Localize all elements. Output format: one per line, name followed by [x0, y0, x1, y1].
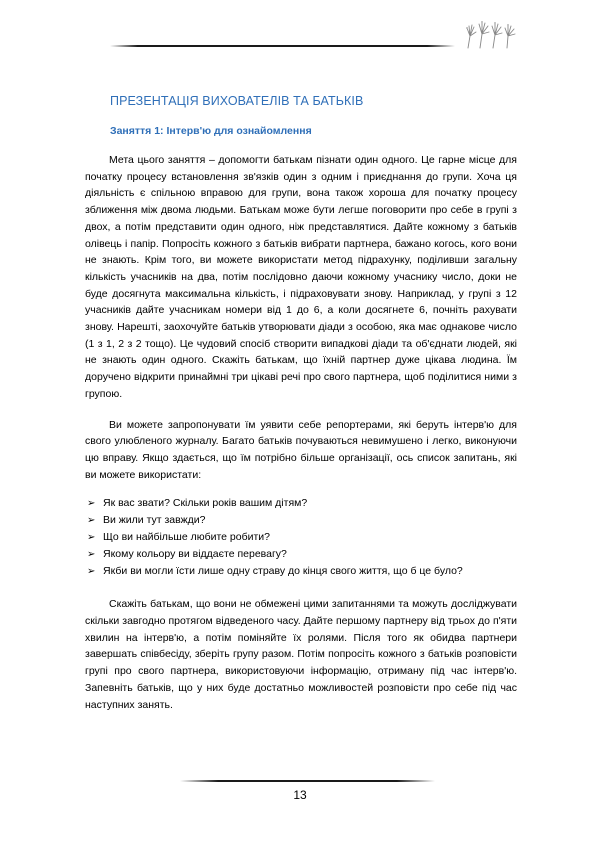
- footer-divider: [180, 780, 435, 782]
- section-title: ПРЕЗЕНТАЦІЯ ВИХОВАТЕЛІВ ТА БАТЬКІВ: [110, 94, 364, 108]
- page-number: 13: [293, 788, 307, 802]
- arrow-bullet-icon: ➢: [87, 515, 96, 527]
- arrow-bullet-icon: ➢: [87, 566, 96, 578]
- arrow-bullet-icon: ➢: [87, 549, 96, 561]
- question-text: Якому кольору ви віддаєте перевагу?: [103, 548, 287, 561]
- activity-title: Заняття 1: Інтерв'ю для ознайомлення: [110, 125, 312, 137]
- body-content: [85, 152, 517, 727]
- list-item: [87, 563, 517, 580]
- list-item: [87, 529, 517, 546]
- list-item: [87, 546, 517, 563]
- question-text: Якби ви могли їсти лише одну страву до кінця свого життя, що б це було?: [103, 565, 463, 578]
- paragraph-reporters: Ви можете запропонувати їм уявити себе репортерами, які беруть інтерв'ю для свого улюбленого журналу. Багато батьків почуваються невимушено і легко, виконуючи цю вправу. Якщо здається, що їм потрібно більше організації, ось список запитань, які ви можете використати:: [85, 418, 517, 481]
- question-text: Ви жили тут завжди?: [103, 514, 206, 527]
- list-item: [87, 495, 517, 512]
- question-text: Що ви найбільше любите робити?: [103, 531, 270, 544]
- paragraph-closing: Скажіть батькам, що вони не обмежені цими запитаннями та можуть досліджувати скільки завгодно протягом відведеного часу. Дайте першому партнеру від трьох до п'яти хвилин на інтерв'ю, а потім поміняйте їх ролями. Після того як обидва партнери завершать співбесіду, зберіть групу разом. Потім попросіть кожного з батьків розповісти групі про свого партнера, використовуючи інформацію, отриману під час інтерв'ю. Запевніть батьків, що у них буде достатньо можливостей розповісти про себе під час наступних занять.: [85, 598, 517, 711]
- question-list: [85, 495, 517, 580]
- question-text: Як вас звати? Скільки років вашим дітям?: [103, 497, 308, 510]
- list-item: [87, 512, 517, 529]
- raised-hands-icon: [462, 18, 522, 50]
- arrow-bullet-icon: ➢: [87, 498, 96, 510]
- paragraph-intro: Мета цього заняття – допомогти батькам пізнати один одного. Це гарне місце для початку процесу встановлення зв'язків один з одним і приєднання до групи. Хоча ця діяльність є спільною вправою для групи, вона також хороша для початку процесу зближення між двома людьми. Батькам може бути легше поговорити про себе в групі з двох, а потім представити один одного, ніж представлятися. Дайте кожному з батьків олівець і папір. Попросіть кожного з батьків вибрати партнера, бажано когось, кого вони не знають. Крім того, ви можете використати метод підрахунку, поділивши загальну кількість учасників на два, потім послідовно даючи кожному учаснику число, доки не буде досягнута максимальна кількість, і підраховувати знову. Наприклад, у групі з 12 учасників дайте учасникам номери від 1 до 6, а коли досягнете 6, почніть рахувати знову. Нарешті, заохочуйте батьків утворювати діади з особою, яка має однакове число (1 з 1, 2 з 2 тощо). Це чудовий спосіб створити випадкові діади та об'єднати людей, які не знають один одного. Скажіть батькам, що їхній партнер дуже цікава людина. Їм доручено відкрити принаймні три цікаві речі про свого партнера, щоб поділитися ними з групою.: [85, 154, 517, 400]
- arrow-bullet-icon: ➢: [87, 532, 96, 544]
- header-divider: [110, 45, 455, 47]
